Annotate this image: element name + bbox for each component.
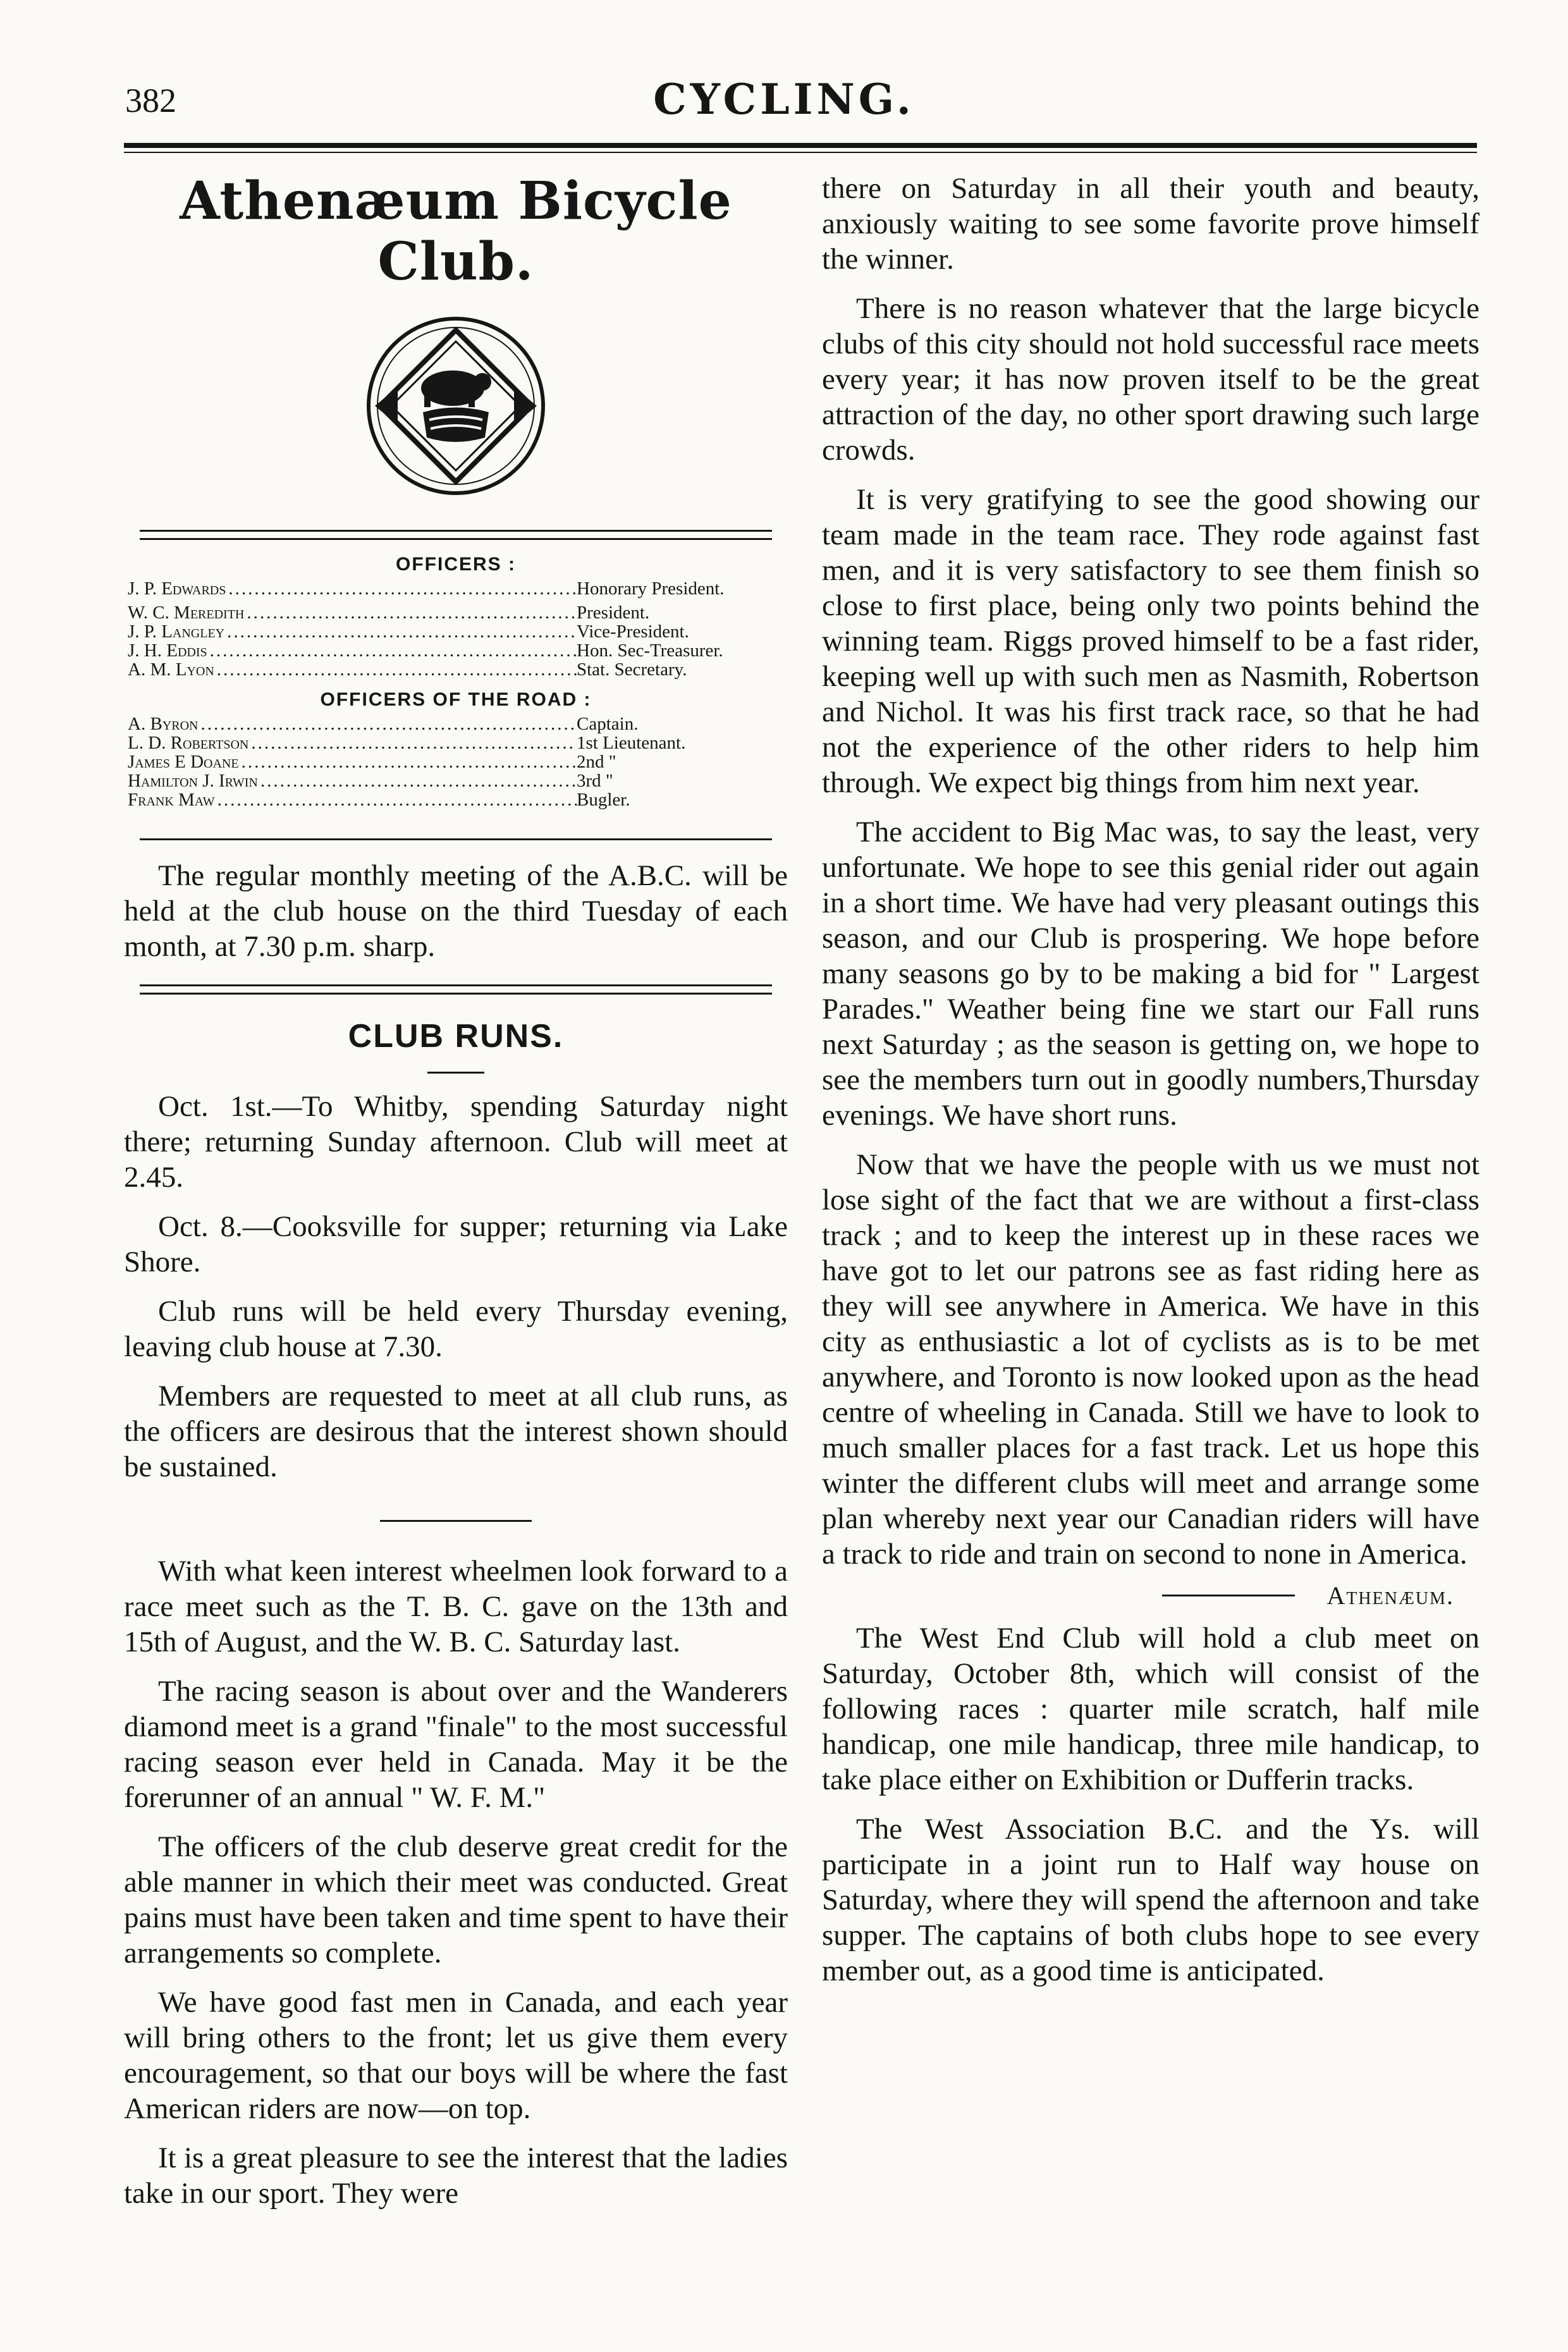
officer-row: L. D. Robertson ..... 1st Lieutenant. (128, 733, 766, 752)
officer-row: W. C. Meredith ..... President. (128, 603, 766, 622)
double-rule (140, 530, 772, 540)
header-rule-thin (124, 152, 1477, 153)
officers-list (124, 579, 788, 679)
section-rule (140, 838, 772, 840)
article-paragraph: It is very gratifying to see the good showing our team made in the team race. They rode against fast men, and it is very satisfactory to see them finish so close to first place, being only two points behind the winning team. Riggs proved himself to be a fast rider, keeping well up with such men as Nasmith, Robertson and Nichol. It was his first track race, so that he had not the experience of the other riders to help him through. We expect big things from him next year. (822, 483, 1479, 799)
west-association-paragraph: The West Association B.C. and the Ys. will participate in a joint run to Half way house on Saturday, where they will spend the afternoon and take supper. The captains of both clubs hope to see every member out, as a good time is anticipated. (822, 1813, 1479, 1987)
officers-heading: OFFICERS : (396, 554, 516, 575)
club-run-paragraph: Oct. 8.—Cooksville for supper; returning via Lake Shore. (124, 1210, 788, 1278)
road-officers-heading: OFFICERS OF THE ROAD : (320, 689, 592, 710)
header-rule (124, 143, 1477, 148)
article-paragraph: The racing season is about over and the Wanderers diamond meet is a grand "finale" to the most successful racing season ever held in Canada. May it be the forerunner of an annual " W. F. M." (124, 1675, 788, 1814)
page-number: 382 (125, 82, 176, 119)
officer-row: A. Byron ..... Captain. (128, 714, 766, 733)
club-runs-title: CLUB RUNS. (348, 1018, 564, 1055)
club-masthead: Athenæum Bicycle Club. (180, 171, 732, 292)
article-paragraph: There is no reason whatever that the large bicycle clubs of this city should not hold successful race meets every year; it has now proven itself to be the great attraction of the day, no other sport drawing such large crowds. (822, 292, 1479, 467)
officer-row: J. H. Eddis ..... Hon. Sec-Treasurer. (128, 641, 766, 660)
article-paragraph: It is a great pleasure to see the interest that the ladies take in our sport. They were (124, 2141, 788, 2210)
officer-row: J. P. Langley ..... Vice-President. (128, 622, 766, 641)
club-run-paragraph: Members are requested to meet at all club runs, as the officers are desirous that the interest shown should be sustained. (124, 1380, 788, 1483)
left-column (124, 158, 788, 2211)
officer-row: James E Doane ..... 2nd " (128, 752, 766, 771)
signature-dash (1162, 1595, 1295, 1596)
article-paragraph: We have good fast men in Canada, and each year will bring others to the front; let us give them every encouragement, so that our boys will be where the fast American riders are now—on top. (124, 1986, 788, 2125)
officer-row: A. M. Lyon ..... Stat. Secretary. (128, 660, 766, 679)
signature: Athenæum. (1326, 1581, 1454, 1610)
article-paragraph: The accident to Big Mac was, to say the least, very unfortunate. We hope to see this genial rider out again in a short time. We have had very pleasant outings this season, and our Club is prospering. We hope before many seasons go by to be making a bid for " Largest Parades." Weather being fine we start our Fall runs next Saturday ; as the season is getting on, we hope to see the members turn out in goodly numbers,Thursday evenings. We have short runs. (822, 816, 1479, 1132)
club-run-paragraph: Club runs will be held every Thursday evening, leaving club house at 7.30. (124, 1295, 788, 1363)
west-end-paragraph: The West End Club will hold a club meet on Saturday, October 8th, which will consist of the following races : quarter mile scratch, half mile handicap, one mile handicap, three mile handicap, to take place either on Exhibition or Dufferin tracks. (822, 1622, 1479, 1796)
meeting-notice: The regular monthly meeting of the A.B.C. will be held at the club house on the third Tuesday of each month, at 7.30 p.m. sharp. (124, 859, 788, 963)
section-rule (380, 1520, 532, 1522)
title-rule (427, 1072, 484, 1074)
running-head: CYCLING. (653, 75, 915, 124)
road-officers-list (124, 714, 788, 809)
article-paragraph: With what keen interest wheelmen look forward to a race meet such as the T. B. C. gave on the 13th and 15th of August, and the W. B. C. Saturday last. (124, 1555, 788, 1658)
signature-line (822, 1581, 1454, 1610)
officer-row: Frank Maw ..... Bugler. (128, 790, 766, 809)
officer-row: Hamilton J. Irwin ..... 3rd " (128, 771, 766, 790)
double-rule (140, 984, 772, 995)
continuation-paragraph: there on Saturday in all their youth and beauty, anxiously waiting to see some favorite prove himself the winner. (822, 172, 1479, 276)
right-column (822, 171, 1479, 1988)
officer-row: J. P. Edwards ..... Honorary President. (128, 579, 766, 598)
article-paragraph: Now that we have the people with us we must not lose sight of the fact that we are without a first-class track ; and to keep the interest up in these races we have got to let our patrons see as fast riding here as they will see anywhere in America. We have in this city as enthusiastic a lot of cyclists as is to be met anywhere, and Toronto is now looked upon as the head centre of wheeling in Canada. Still we have to look to much smaller places for a fast track. Let us hope this winter the different clubs will meet and arrange some plan whereby next year our Canadian riders will have a track to ride and train on second to none in America. (822, 1148, 1479, 1571)
article-paragraph: The officers of the club deserve great credit for the able manner in which their meet was conducted. Great pains must have been taken and time spent to have their arrangements so complete. (124, 1830, 788, 1969)
club-emblem-icon (361, 311, 551, 501)
club-run-paragraph: Oct. 1st.—To Whitby, spending Saturday night there; returning Sunday afternoon. Club will meet at 2.45. (124, 1090, 788, 1194)
